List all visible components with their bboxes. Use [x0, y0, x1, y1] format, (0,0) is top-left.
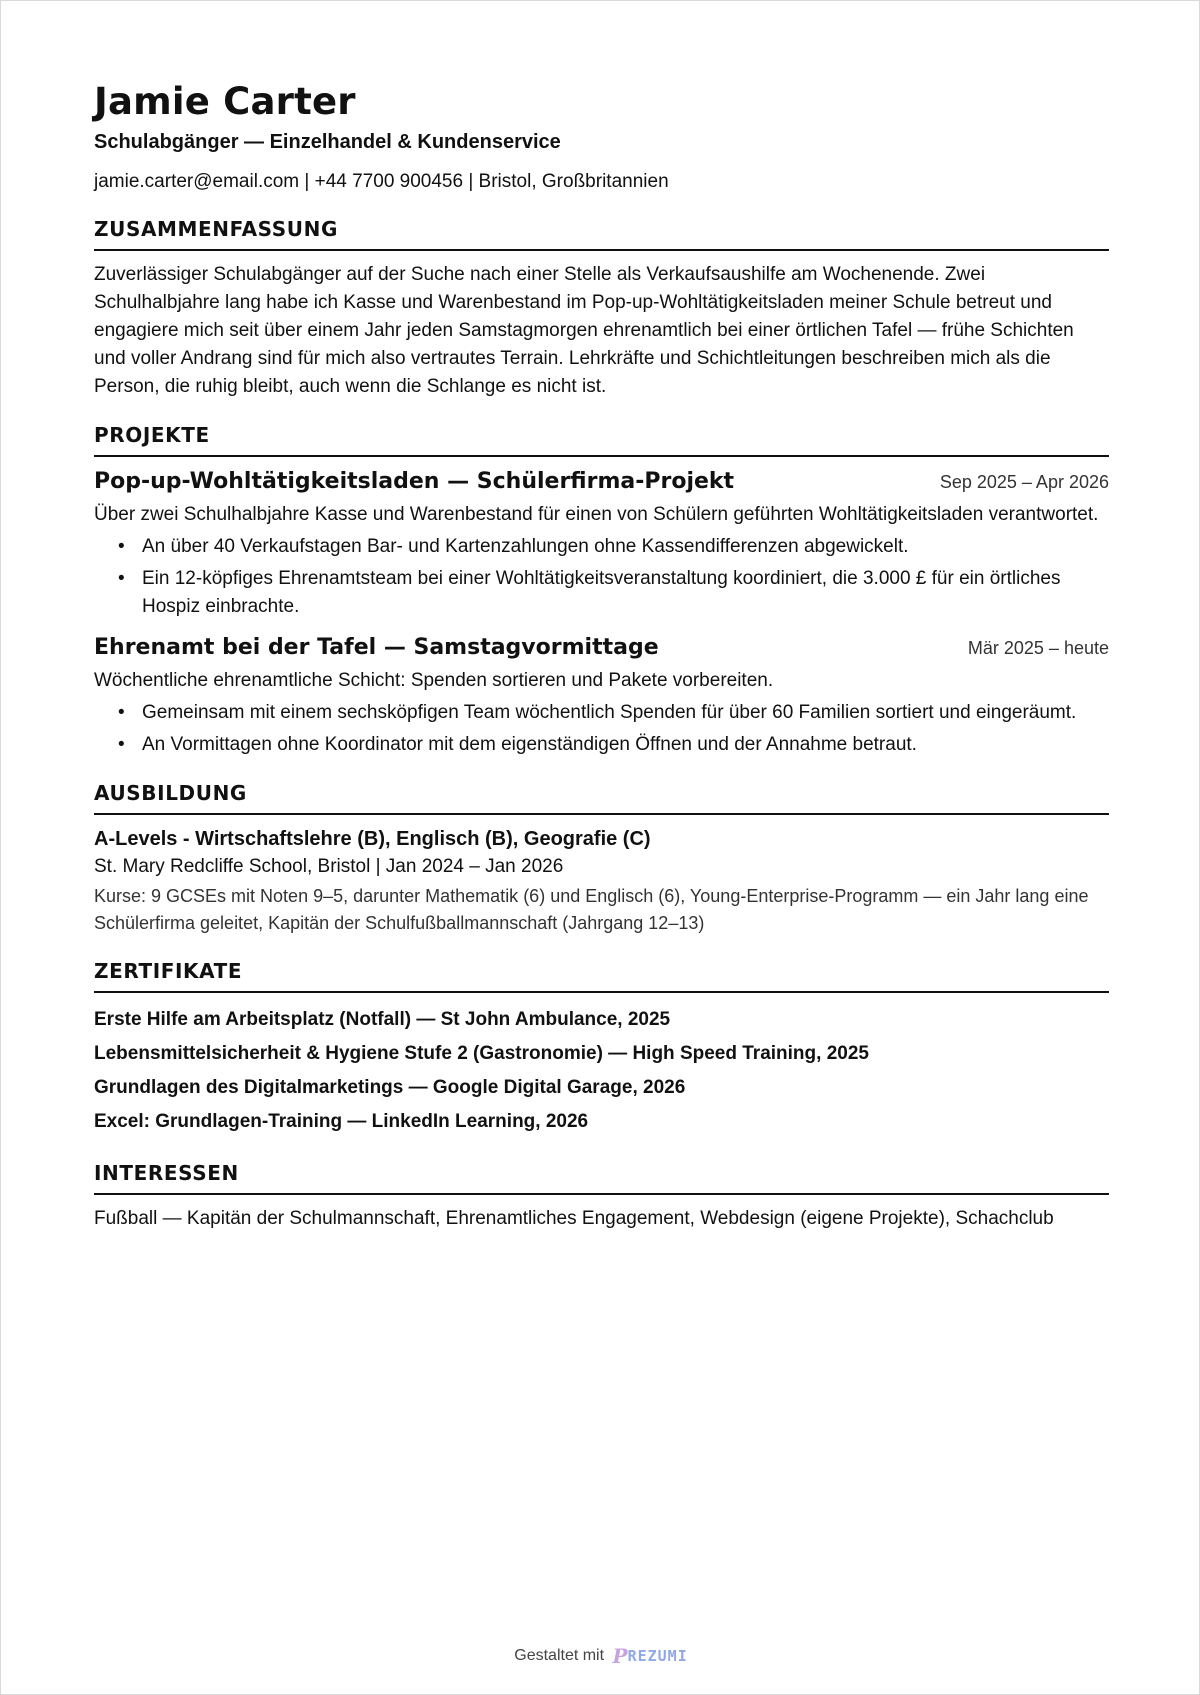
project-description: Wöchentliche ehrenamtliche Schicht: Spenden sortieren und Pakete vorbereiten.: [94, 670, 774, 691]
bullet-text: Gemeinsam mit einem sechsköpfigen Team wöchentlich Spenden für über 60 Familien sortiert und eingeräumt.: [142, 702, 1077, 723]
certificate-list: [94, 1003, 1109, 1139]
bullet-icon: •: [118, 568, 125, 589]
certificate-item: Lebensmittelsicherheit & Hygiene Stufe 2 (Gastronomie) — High Speed Training, 2025: [94, 1043, 869, 1064]
bullet-text: Ein 12-köpfiges Ehrenamtsteam bei einer Wohltätigkeitsveranstaltung koordiniert, die 3.000 £ für ein örtliches Hospiz einbrachte.: [142, 568, 1061, 617]
rezumi-logo-text: REZUMI: [627, 1647, 688, 1665]
project-item: [94, 467, 1109, 621]
project-header: [94, 467, 1109, 497]
project-item: [94, 633, 1109, 759]
bullet-item: [118, 533, 1109, 561]
contact-line: jamie.carter@email.com | +44 7700 900456 | Bristol, Großbritannien: [94, 171, 669, 192]
section-title-certificates: ZERTIFIKATE: [94, 959, 1109, 993]
project-date: Mär 2025 – heute: [967, 638, 1109, 658]
bullet-text: An über 40 Verkaufstagen Bar- und Kartenzahlungen ohne Kassendifferenzen abgewickelt.: [142, 536, 909, 557]
summary-section: [94, 217, 1109, 401]
rezumi-logo-icon: P: [612, 1644, 628, 1668]
footer-label: Gestaltet mit: [514, 1647, 605, 1665]
project-title: Ehrenamt bei der Tafel — Samstagvormittage: [94, 635, 659, 660]
resume-content: [94, 77, 1109, 1233]
bullet-icon: •: [118, 702, 125, 723]
bullet-item: [118, 731, 1109, 759]
project-header: [94, 633, 1109, 663]
footer: [1, 1644, 1200, 1668]
project-description: Über zwei Schulhalbjahre Kasse und Warenbestand für einen von Schülern geführten Wohltätigkeitsladen verantwortet.: [94, 504, 1099, 525]
section-title-projects: PROJEKTE: [94, 423, 1109, 457]
certificate-item: Erste Hilfe am Arbeitsplatz (Notfall) — St John Ambulance, 2025: [94, 1009, 671, 1030]
education-note: Kurse: 9 GCSEs mit Noten 9–5, darunter Mathematik (6) und Englisch (6), Young-Enterprise-Programm — ein Jahr lang eine Schülerfirma geleitet, Kapitän der Schulfußballmannschaft (Jahrgang 12–13): [94, 886, 1089, 933]
bullet-text: An Vormittagen ohne Koordinator mit dem eigenständigen Öffnen und der Annahme betraut.: [142, 734, 917, 755]
interests-section: [94, 1161, 1109, 1233]
education-section: [94, 781, 1109, 937]
rezumi-logo-link[interactable]: [613, 1644, 688, 1668]
project-bullets: [94, 699, 1109, 759]
project-bullets: [94, 533, 1109, 621]
education-school: St. Mary Redcliffe School, Bristol | Jan 2024 – Jan 2026: [94, 856, 564, 877]
section-title-interests: INTERESSEN: [94, 1161, 1109, 1195]
certificate-item: Grundlagen des Digitalmarketings — Google Digital Garage, 2026: [94, 1077, 686, 1098]
bullet-item: [118, 699, 1109, 727]
bullet-item: [118, 565, 1109, 621]
interests-text: Fußball — Kapitän der Schulmannschaft, Ehrenamtliches Engagement, Webdesign (eigene Projekte), Schachclub: [94, 1208, 1054, 1229]
candidate-headline: Schulabgänger — Einzelhandel & Kundenservice: [94, 131, 561, 153]
certificate-item: Excel: Grundlagen-Training — LinkedIn Learning, 2026: [94, 1111, 589, 1132]
education-degree: A-Levels - Wirtschaftslehre (B), Englisch (B), Geografie (C): [94, 828, 651, 850]
certificates-section: [94, 959, 1109, 1139]
summary-text: Zuverlässiger Schulabgänger auf der Suche nach einer Stelle als Verkaufsaushilfe am Wochenende. Zwei Schulhalbjahre lang habe ich Kasse und Warenbestand im Pop-up-Wohltätigkeitsladen meiner Schule betreut und engagiere mich seit über einem Jahr jeden Samstagmorgen ehrenamtlich bei einer örtlichen Tafel — frühe Schichten und voller Andrang sind für mich also vertrautes Terrain. Lehrkräfte und Schichtleitungen beschreiben mich als die Person, die ruhig bleibt, auch wenn die Schlange es nicht ist.: [94, 264, 1074, 397]
candidate-name: Jamie Carter: [94, 80, 356, 123]
projects-section: [94, 423, 1109, 759]
bullet-icon: •: [118, 536, 125, 557]
bullet-icon: •: [118, 734, 125, 755]
section-title-education: AUSBILDUNG: [94, 781, 1109, 815]
section-title-summary: ZUSAMMENFASSUNG: [94, 217, 1109, 251]
project-title: Pop-up-Wohltätigkeitsladen — Schülerfirma-Projekt: [94, 469, 735, 494]
project-date: Sep 2025 – Apr 2026: [939, 472, 1109, 492]
